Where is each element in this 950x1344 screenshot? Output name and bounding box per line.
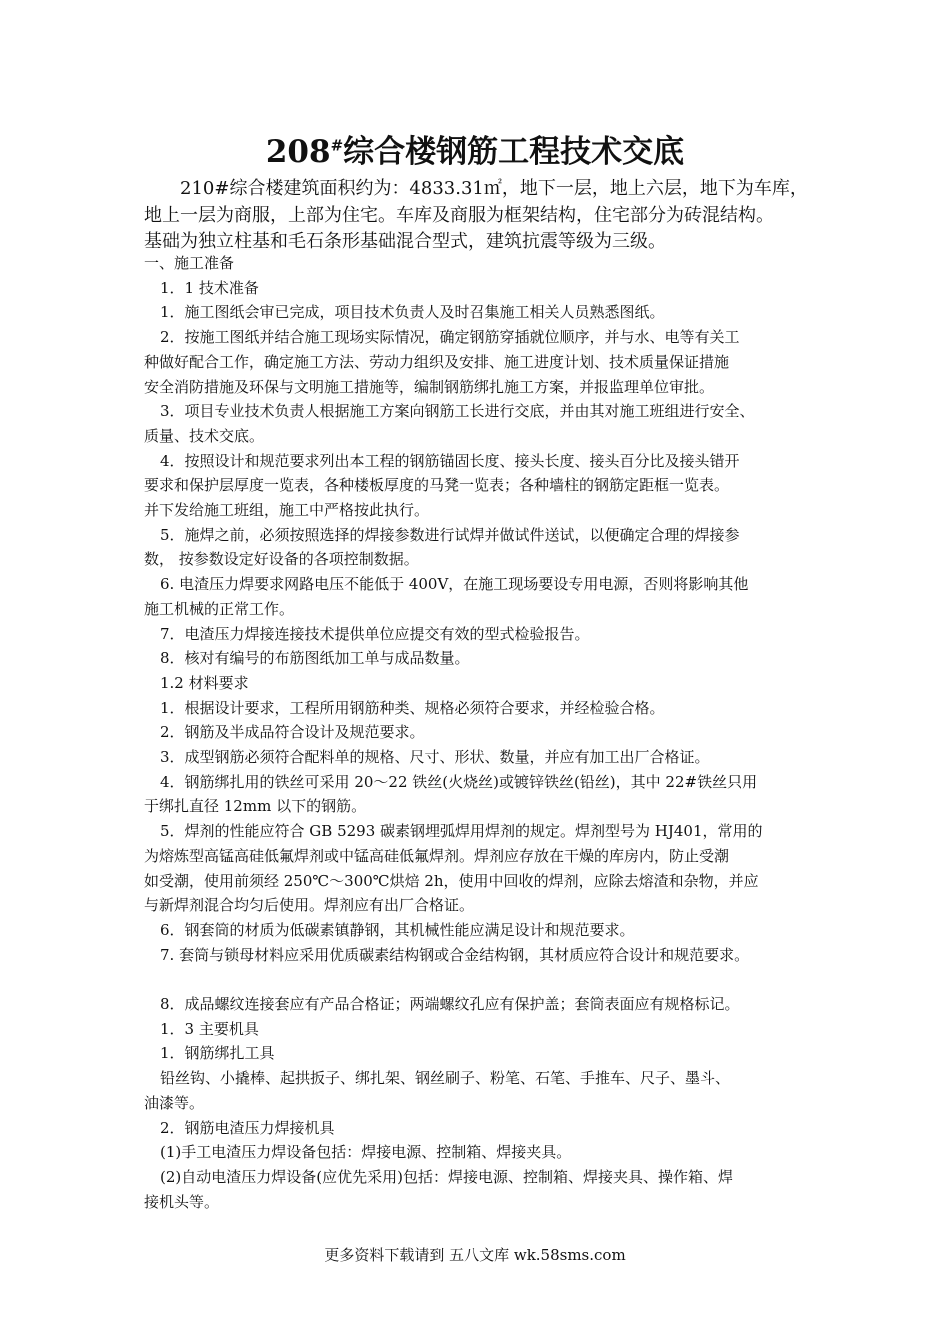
body-line: 施工机械的正常工作。 [144, 599, 295, 618]
intro-paragraph [144, 176, 814, 256]
body-line: 铅丝钩、小撬棒、起拱扳子、绑扎架、钢丝刷子、粉笔、石笔、手推车、尺子、墨斗、 [160, 1069, 731, 1088]
section-heading: 一、施工准备 [144, 254, 235, 272]
body-line: 6．钢套筒的材质为低碳素镇静钢，其机械性能应满足设计和规范要求。 [160, 920, 635, 939]
intro-line: 基础为独立柱基和毛石条形基础混合型式，建筑抗震等级为三级。 [144, 231, 666, 252]
body-line: 1．施工图纸会审已完成，项目技术负责人及时召集施工相关人员熟悉图纸。 [160, 303, 665, 322]
intro-line: 地上一层为商服，上部为住宅。车库及商服为框架结构，住宅部分为砖混结构。 [144, 204, 774, 226]
subsection-heading: 1．3 主要机具 [160, 1019, 259, 1038]
body-line: 与新焊剂混合均匀后使用。焊剂应有出厂合格证。 [144, 896, 475, 915]
body-line: 数， 按参数设定好设备的各项控制数据。 [144, 550, 419, 569]
body-line: 3．成型钢筋必须符合配料单的规格、尺寸、形状、数量，并应有加工出厂合格证。 [160, 748, 710, 767]
document-body [144, 251, 814, 1214]
body-line: 7. 套筒与锁母材料应采用优质碳素结构钢或合金结构钢，其材质应符合设计和规范要求。 [160, 945, 750, 964]
intro-line: 210#综合楼建筑面积约为：4833.31㎡，地下一层，地上六层，地下为车库， [180, 178, 808, 199]
document-title [0, 132, 950, 172]
body-line: 安全消防措施及环保与文明施工措施等，编制钢筋绑扎施工方案，并报监理单位审批。 [144, 377, 715, 396]
body-line: 5．施焊之前，必须按照选择的焊接参数进行试焊并做试件送试，以便确定合理的焊接参 [160, 525, 740, 544]
body-line: 于绑扎直径 12mm 以下的钢筋。 [144, 797, 367, 816]
title-superscript: # [330, 136, 344, 155]
body-line: 种做好配合工作，确定施工方法、劳动力组织及安排、施工进度计划、技术质量保证措施 [144, 352, 730, 371]
body-line: 1．钢筋绑扎工具 [160, 1044, 275, 1063]
body-line: 1．根据设计要求，工程所用钢筋种类、规格必须符合要求，并经检验合格。 [160, 698, 665, 717]
body-line: 2．钢筋及半成品符合设计及规范要求。 [160, 723, 425, 742]
blank-line [144, 967, 814, 992]
body-line: 质量、技术交底。 [144, 426, 265, 445]
body-line: 2．按施工图纸并结合施工现场实际情况，确定钢筋穿插就位顺序，并与水、电等有关工 [160, 328, 740, 347]
body-line: 如受潮，使用前须经 250℃～300℃烘焙 2h，使用中回收的焊剂，应除去熔渣和杂物，并应 [144, 871, 759, 890]
title-text: 综合楼钢筋工程技术交底 [343, 134, 685, 170]
body-line: 2．钢筋电渣压力焊接机具 [160, 1118, 335, 1137]
body-line: 接机头等。 [144, 1192, 220, 1211]
body-line: 并下发给施工班组，施工中严格按此执行。 [144, 501, 430, 520]
body-line: 3．项目专业技术负责人根据施工方案向钢筋工长进行交底，并由其对施工班组进行安全、 [160, 402, 755, 421]
body-line: (1)手工电渣压力焊设备包括：焊接电源、控制箱、焊接夹具。 [160, 1143, 572, 1162]
subsection-heading: 1．1 技术准备 [160, 278, 259, 297]
title-number: 208 [265, 134, 331, 170]
body-line: 8．核对有编号的布筋图纸加工单与成品数量。 [160, 649, 470, 668]
subsection-heading: 1.2 材料要求 [160, 673, 249, 692]
body-line: 为熔炼型高锰高硅低氟焊剂或中锰高硅低氟焊剂。焊剂应存放在干燥的库房内，防止受潮 [144, 846, 730, 865]
body-line: 要求和保护层厚度一览表，各种楼板厚度的马凳一览表；各种墙柱的钢筋定距框一览表。 [144, 476, 730, 495]
body-line: 8．成品螺纹连接套应有产品合格证；两端螺纹孔应有保护盖；套筒表面应有规格标记。 [160, 995, 740, 1014]
body-line: 4．按照设计和规范要求列出本工程的钢筋锚固长度、接头长度、接头百分比及接头错开 [160, 451, 740, 470]
body-line: 7．电渣压力焊接连接技术提供单位应提交有效的型式检验报告。 [160, 624, 590, 643]
body-line: 油漆等。 [144, 1093, 205, 1112]
body-line: 4．钢筋绑扎用的铁丝可采用 20～22 铁丝(火烧丝)或镀锌铁丝(铅丝)，其中 22#铁丝只用 [160, 772, 758, 791]
body-line: 5．焊剂的性能应符合 GB 5293 碳素钢埋弧焊用焊剂的规定。焊剂型号为 HJ401，常用的 [160, 822, 763, 841]
body-line: 6. 电渣压力焊要求网路电压不能低于 400V，在施工现场要设专用电源，否则将影响其他 [160, 575, 749, 594]
footer-note: 更多资料下载请到 五八文库 wk.58sms.com [324, 1246, 626, 1264]
body-line: (2)自动电渣压力焊设备(应优先采用)包括：焊接电源、控制箱、焊接夹具、操作箱、焊 [160, 1168, 733, 1186]
